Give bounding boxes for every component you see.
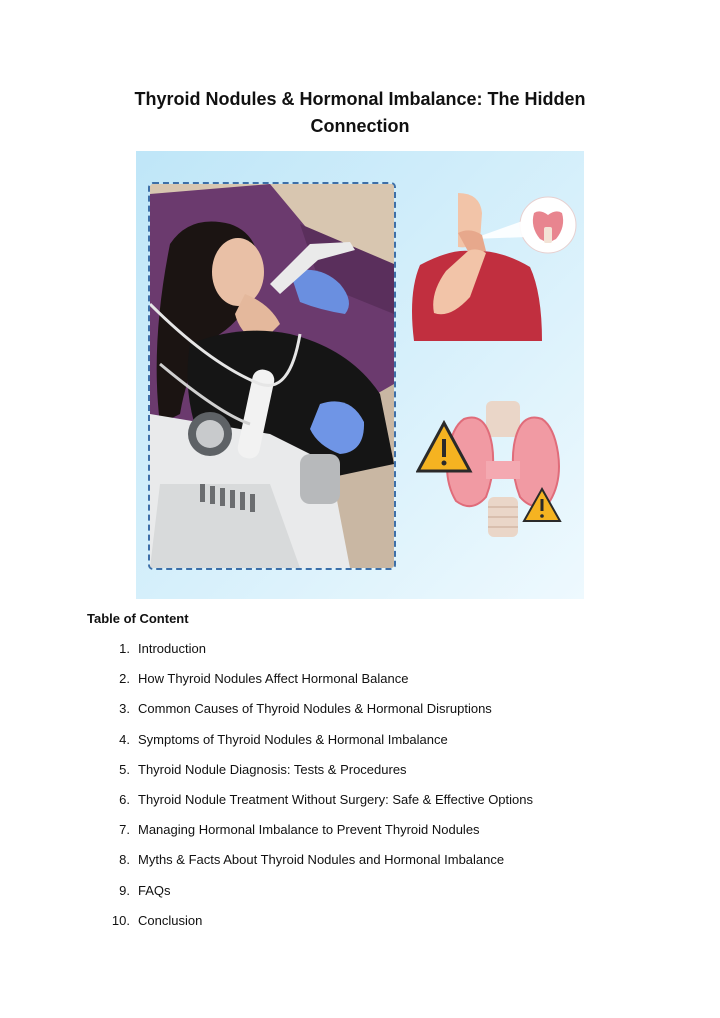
toc-number: 4. xyxy=(119,731,130,747)
toc-label: Thyroid Nodule Treatment Without Surgery: Safe & Effective Options xyxy=(138,791,534,807)
toc-number: 1. xyxy=(119,641,130,656)
toc-item xyxy=(108,792,533,822)
toc-item xyxy=(108,762,533,792)
toc-number: 2. xyxy=(119,671,130,687)
toc-label: Managing Hormonal Imbalance to Prevent Thyroid Nodules xyxy=(138,822,480,838)
toc-item xyxy=(108,641,533,671)
toc-item xyxy=(108,701,533,731)
toc-number: 6. xyxy=(119,791,130,807)
neck-pain-illustration-icon xyxy=(410,193,580,343)
toc-item xyxy=(108,883,533,913)
toc-label: Myths & Facts About Thyroid Nodules and Hormonal Imbalance xyxy=(138,852,505,868)
toc-number: 3. xyxy=(119,701,130,717)
toc-number: 9. xyxy=(119,882,130,898)
toc-number: 10. xyxy=(111,912,130,928)
toc-item xyxy=(108,913,533,943)
table-of-contents xyxy=(108,641,533,943)
toc-item xyxy=(108,671,533,701)
toc-heading: Table of Content xyxy=(87,611,189,626)
toc-number: 7. xyxy=(119,822,130,838)
toc-label: How Thyroid Nodules Affect Hormonal Balance xyxy=(138,671,409,687)
hero-image xyxy=(136,151,584,599)
toc-number: 5. xyxy=(119,761,130,777)
toc-label: Conclusion xyxy=(138,912,203,928)
title-line-1: Thyroid Nodules & Hormonal Imbalance: The Hidden xyxy=(134,89,586,109)
toc-item xyxy=(108,732,533,762)
toc-label: Symptoms of Thyroid Nodules & Hormonal Imbalance xyxy=(138,731,448,747)
toc-label: FAQs xyxy=(138,882,171,898)
title-line-2: Connection xyxy=(310,116,410,136)
toc-item xyxy=(108,852,533,882)
toc-item xyxy=(108,822,533,852)
document-title xyxy=(100,86,620,140)
ultrasound-exam-photo-icon xyxy=(148,182,396,570)
toc-label: Introduction xyxy=(138,641,206,656)
toc-label: Thyroid Nodule Diagnosis: Tests & Procedures xyxy=(138,761,407,777)
thyroid-gland-warning-icon xyxy=(416,401,566,541)
toc-number: 8. xyxy=(119,852,130,868)
toc-label: Common Causes of Thyroid Nodules & Hormonal Disruptions xyxy=(138,701,492,717)
